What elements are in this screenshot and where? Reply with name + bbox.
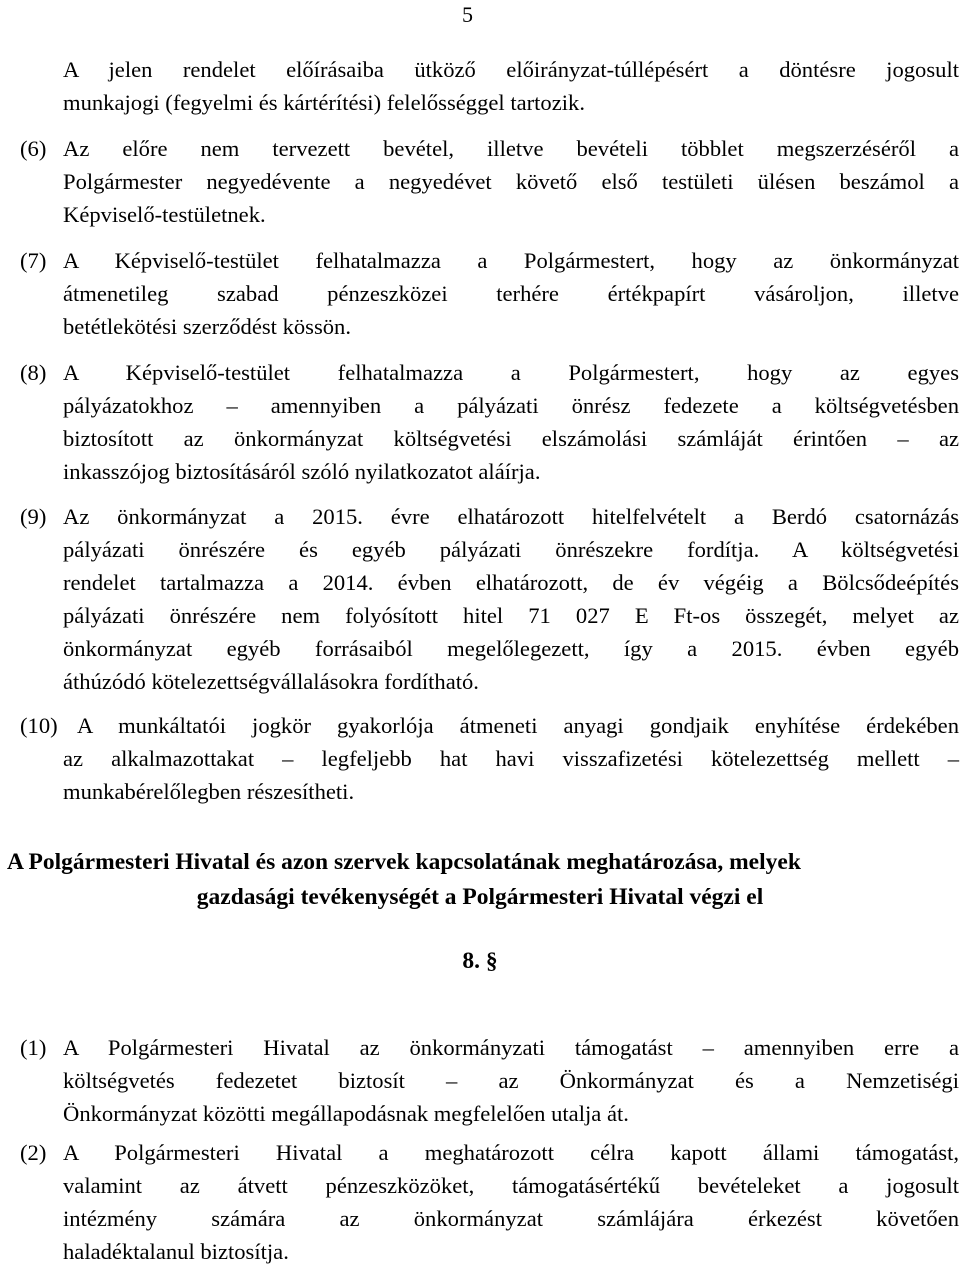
paragraph-line: Polgármester negyedévente a negyedévet követő első testületi ülésen beszámol a	[63, 169, 959, 194]
paragraph-label: (1)	[20, 1035, 47, 1060]
section-heading-line: A Polgármesteri Hivatal és azon szervek kapcsolatának meghatározása, melyek	[7, 849, 801, 875]
paragraph-line: munkabérelőlegben részesítheti.	[63, 779, 355, 804]
paragraph-label: (9)	[20, 504, 47, 529]
section-number: 8. §	[462, 948, 498, 974]
paragraph-label: (10)	[20, 713, 58, 738]
section-heading-line: gazdasági tevékenységét a Polgármesteri Hivatal végzi el	[196, 884, 764, 910]
paragraph-line: az alkalmazottakat – legfeljebb hat havi visszafizetési kötelezettség mellett –	[63, 746, 959, 771]
paragraph-line: munkajogi (fegyelmi és kártérítési) felelősséggel tartozik.	[63, 90, 585, 115]
paragraph-8	[20, 356, 959, 488]
paragraph-line: pályázati önrészére nem folyósított hitel 71 027 E Ft-os összegét, melyet az	[63, 603, 959, 628]
paragraph-line: pályázati önrészére és egyéb pályázati önrészekre fordítja. A költségvetési	[63, 537, 959, 562]
paragraph-line: Az önkormányzat a 2015. évre elhatározott hitelfelvételt a Berdó csatornázás	[63, 504, 959, 529]
paragraph-line: önkormányzat egyéb forrásaiból megelőlegezett, így a 2015. évben egyéb	[63, 636, 959, 661]
paragraph-line: Önkormányzat közötti megállapodásnak megfelelően utalja át.	[63, 1101, 629, 1126]
paragraph-line: rendelet tartalmazza a 2014. évben elhatározott, de év végéig a Bölcsődeépítés	[63, 570, 959, 595]
paragraph-line: Az előre nem tervezett bevétel, illetve bevételi többlet megszerzéséről a	[63, 136, 959, 161]
paragraph-6	[20, 132, 959, 231]
paragraph-line: A munkáltatói jogkör gyakorlója átmeneti anyagi gondjaik enyhítése érdekében	[77, 713, 959, 738]
paragraph-line: biztosított az önkormányzat költségvetési elszámolási számláját érintően – az	[63, 426, 959, 451]
paragraph-7	[20, 244, 959, 343]
paragraph-line: Képviselő-testületnek.	[63, 202, 266, 227]
paragraph-line: haladéktalanul biztosítja.	[63, 1239, 289, 1264]
paragraph-label: (8)	[20, 360, 47, 385]
paragraph-intro	[20, 53, 959, 119]
paragraph-line: inkasszójog biztosításáról szóló nyilatkozatot aláírja.	[63, 459, 541, 484]
paragraph-line: valamint az átvett pénzeszközöket, támogatásértékű bevételeket a jogosult	[63, 1173, 959, 1198]
paragraph-10	[20, 709, 959, 808]
paragraph-9	[20, 500, 959, 698]
paragraph-label: (2)	[20, 1140, 47, 1165]
paragraph-line: átmenetileg szabad pénzeszközei terhére értékpapírt vásároljon, illetve	[63, 281, 959, 306]
paragraph-line: A Képviselő-testület felhatalmazza a Polgármestert, hogy az egyes	[63, 360, 959, 385]
section-heading	[0, 845, 960, 915]
paragraph-s8-1	[20, 1031, 959, 1130]
paragraph-line: A Képviselő-testület felhatalmazza a Polgármestert, hogy az önkormányzat	[63, 248, 959, 273]
paragraph-line: áthúzódó kötelezettségvállalásokra fordítható.	[63, 669, 479, 694]
paragraph-line: pályázatokhoz – amennyiben a pályázati önrész fedezete a költségvetésben	[63, 393, 959, 418]
paragraph-line: betétlekötési szerződést kössön.	[63, 314, 351, 339]
paragraph-s8-2	[20, 1136, 959, 1268]
paragraph-label: (6)	[20, 136, 47, 161]
page-number: 5	[462, 2, 473, 27]
paragraph-line: A jelen rendelet előírásaiba ütköző előirányzat-túllépésért a döntésre jogosult	[63, 57, 959, 82]
paragraph-line: A Polgármesteri Hivatal a meghatározott célra kapott állami támogatást,	[63, 1140, 959, 1165]
paragraph-label: (7)	[20, 248, 47, 273]
paragraph-line: A Polgármesteri Hivatal az önkormányzati támogatást – amennyiben erre a	[63, 1035, 959, 1060]
paragraph-line: intézmény számára az önkormányzat számlájára érkezést követően	[63, 1206, 959, 1231]
paragraph-line: költségvetés fedezetet biztosít – az Önkormányzat és a Nemzetiségi	[63, 1068, 959, 1093]
